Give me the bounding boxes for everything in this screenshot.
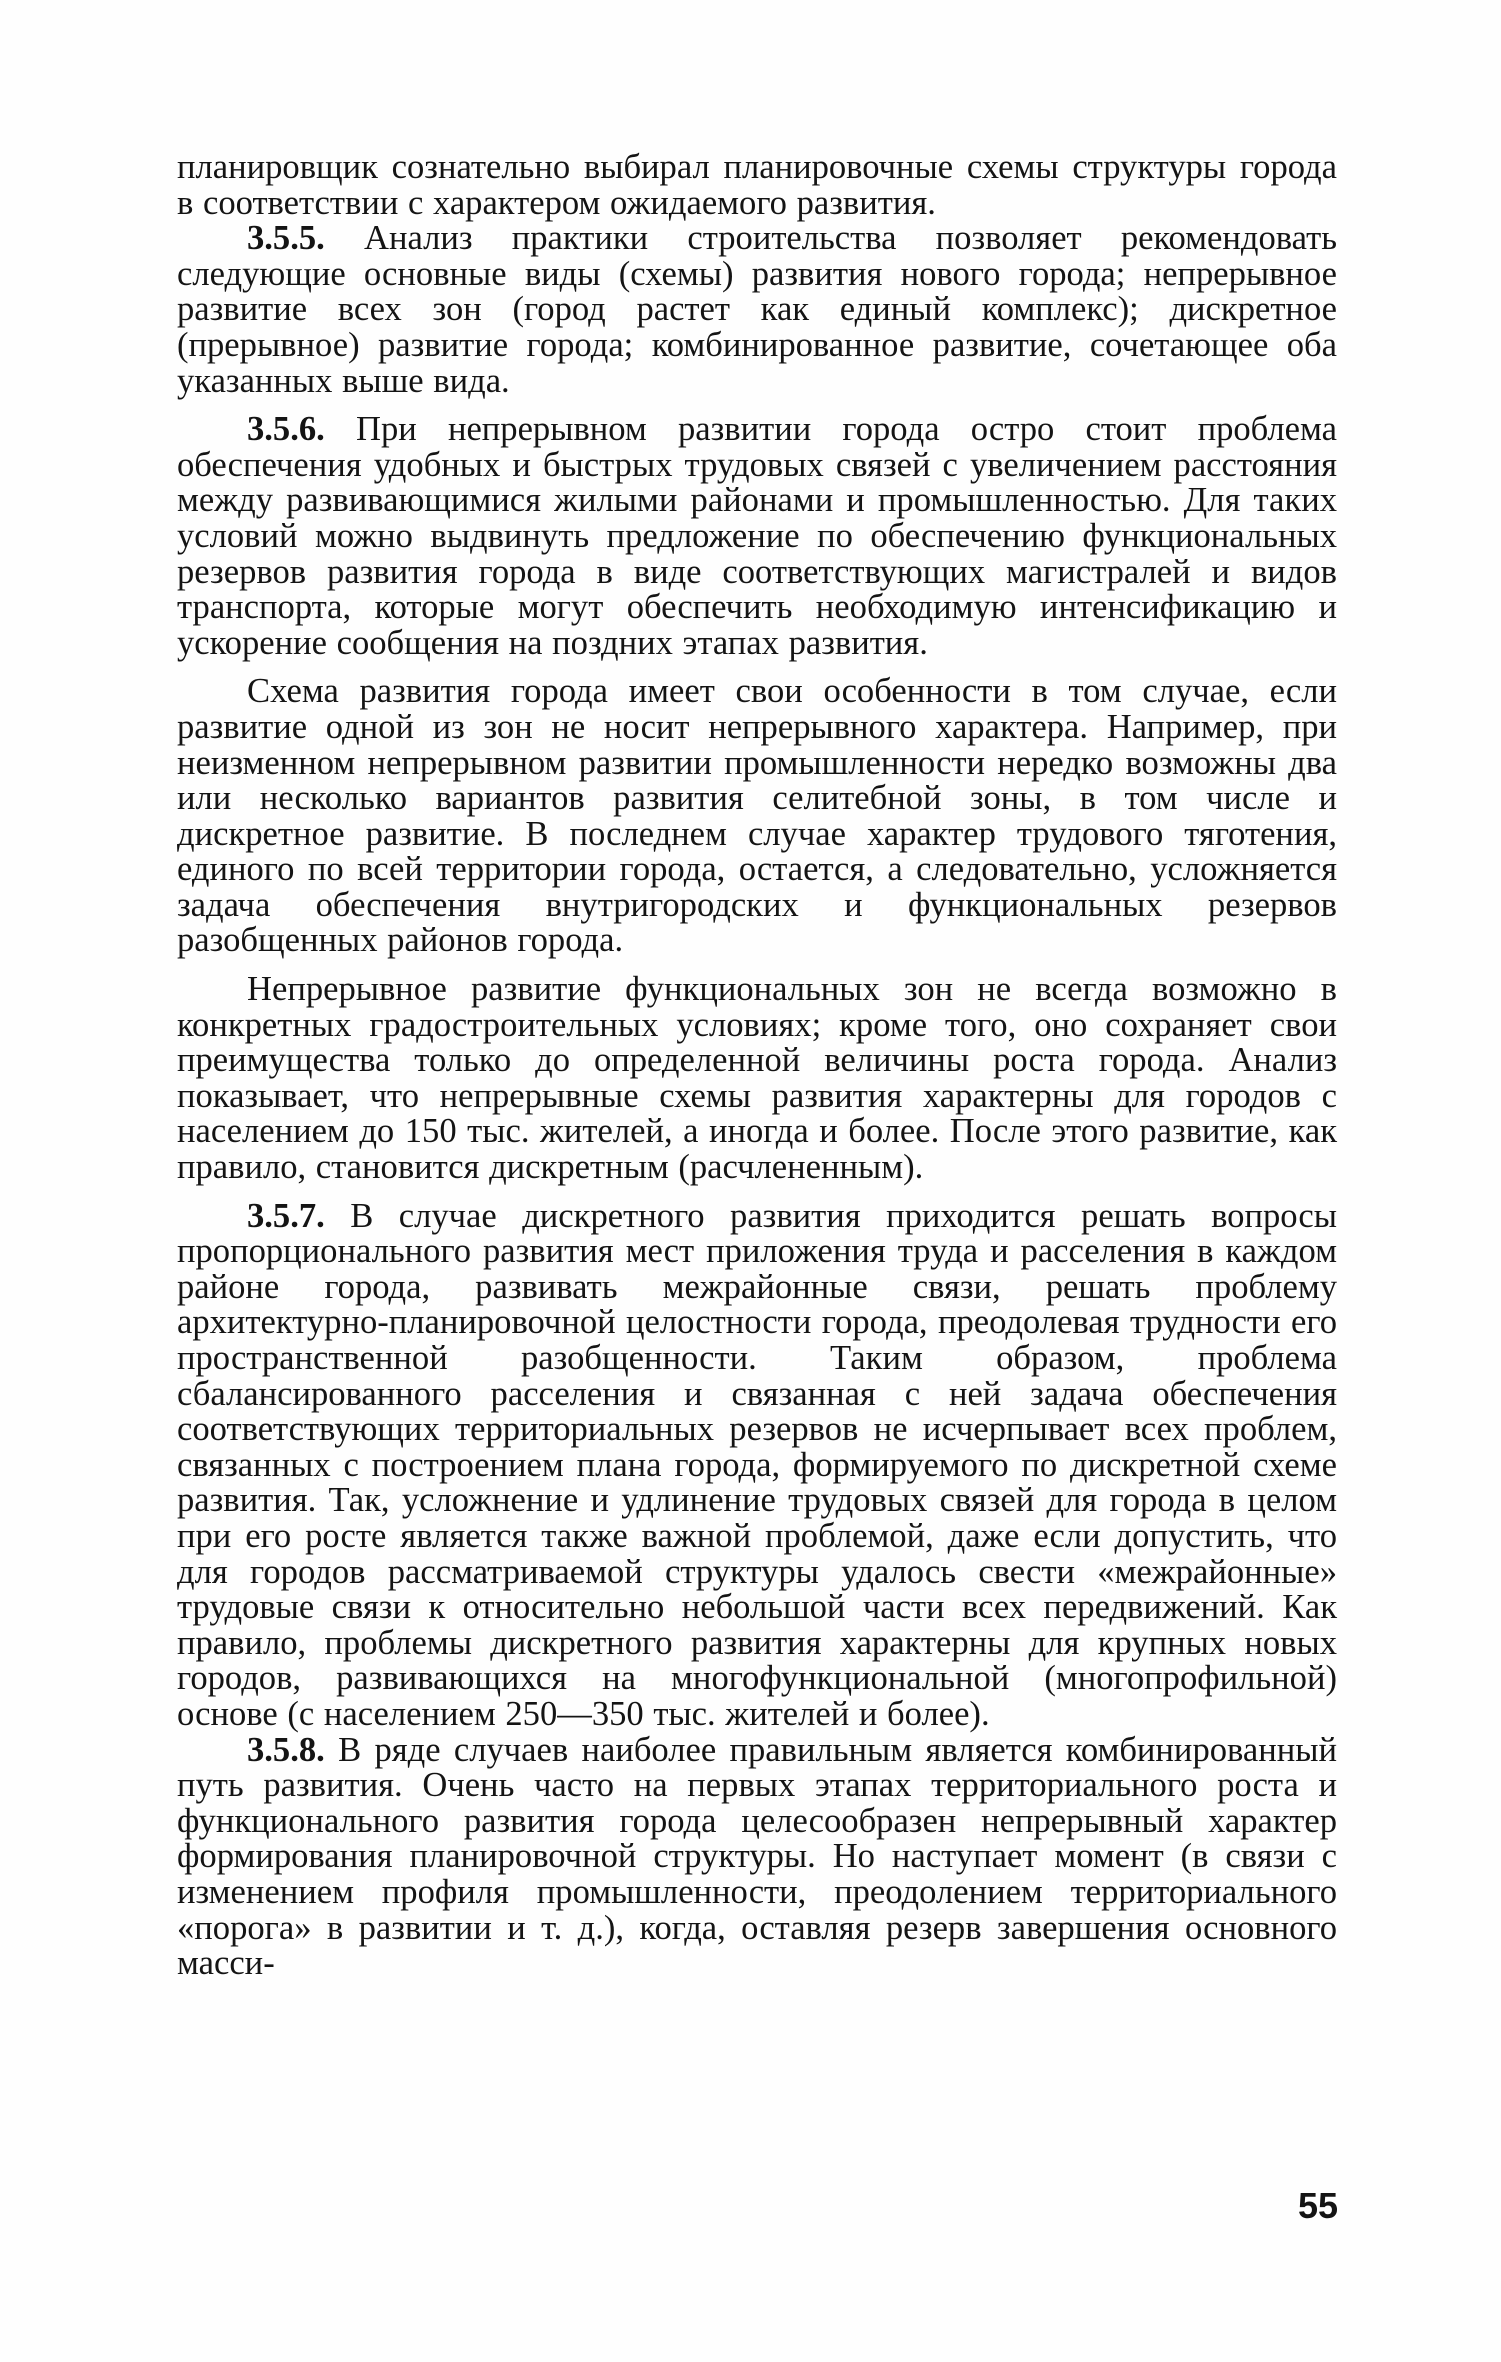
page-text	[177, 150, 1337, 1982]
paragraph-text: Схема развития города имеет свои особенности в том случае, если развитие одной из зон не носит непрерывного характера. Например, при неизменном непрерывном развитии промышленности нередко возможны два или несколько вариантов развития селитебной зоны, в том числе и дискретное развитие. В последнем случае характер трудового тяготения, единого по всей территории города, остается, а следовательно, усложняется задача обеспечения внутригородских и функциональных резервов разобщенных районов города.	[177, 672, 1337, 960]
page-number: 55	[1297, 2185, 1338, 2226]
paragraph-continuous-development	[177, 972, 1337, 1186]
paragraph-text: Анализ практики строительства позволяет рекомендовать следующие основные виды (схемы) развития нового города; непрерывное развитие всех зон (город растет как единый комплекс); дискретное (прерывное) развитие города; комбинированное развитие, сочетающее оба указанных выше вида.	[177, 219, 1337, 400]
paragraph-development-scheme	[177, 674, 1337, 959]
paragraph-text: Непрерывное развитие функциональных зон не всегда возможно в конкретных градостроительных условиях; кроме того, оно сохраняет свои преимущества только до определенной величины роста города. Анализ показывает, что непрерывные схемы развития характерны для городов с населением до 150 тыс. жителей, а иногда и более. После этого развитие, как правило, становится дискретным (расчлененным).	[177, 970, 1337, 1187]
paragraph-3-5-5	[177, 221, 1337, 399]
section-number: 3.5.6.	[247, 410, 325, 449]
paragraph-text: В ряде случаев наиболее правильным является комбинированный путь развития. Очень часто на первых этапах территориального роста и функционального развития города целесообразен непрерывный характер формирования планировочной структуры. Но наступает момент (в связи с изменением профиля промышленности, преодолением территориального «порога» в развитии и т. д.), когда, оставляя резерв завершения основного масси-	[177, 1730, 1337, 1983]
paragraph-text: При непрерывном развитии города остро стоит проблема обеспечения удобных и быстрых трудовых связей с увеличением расстояния между развивающимися жилыми районами и промышленностью. Для таких условий можно выдвинуть предложение по обеспечению функциональных резервов развития города в виде соответствующих магистралей и видов транспорта, которые могут обеспечить необходимую интенсификацию и ускорение сообщения на поздних этапах развития.	[177, 410, 1337, 662]
paragraph-text: В случае дискретного развития приходится решать вопросы пропорционального развития мест приложения труда и расселения в каждом районе города, развивать межрайонные связи, решать проблему архитектурно-планировочной целостности города, преодолевая трудности его пространственной разобщенности. Таким образом, проблема сбалансированного расселения и связанная с ней задача обеспечения соответствующих территориальных резервов не исчерпывает всех проблем, связанных с построением плана города, формируемого по дискретной схеме развития. Так, усложнение и удлинение трудовых связей для города в целом при его росте является также важной проблемой, даже если допустить, что для городов рассматриваемой структуры удалось свести «межрайонные» трудовые связи к относительно небольшой части всех передвижений. Как правило, проблемы дискретного развития характерны для крупных новых городов, развивающихся на многофункциональной (многопрофильной) основе (с населением 250—350 тыс. жителей и более).	[177, 1196, 1337, 1733]
section-number: 3.5.7.	[247, 1196, 325, 1235]
paragraph-continuation	[177, 150, 1337, 221]
section-number: 3.5.8.	[247, 1730, 325, 1769]
paragraph-3-5-6	[177, 412, 1337, 661]
paragraph-3-5-8	[177, 1730, 1337, 1983]
paragraph-text: планировщик сознательно выбирал планировочные схемы структуры города в соответствии с характером ожидаемого развития.	[177, 148, 1337, 222]
section-number: 3.5.5.	[247, 219, 325, 258]
paragraph-3-5-7	[177, 1196, 1337, 1733]
